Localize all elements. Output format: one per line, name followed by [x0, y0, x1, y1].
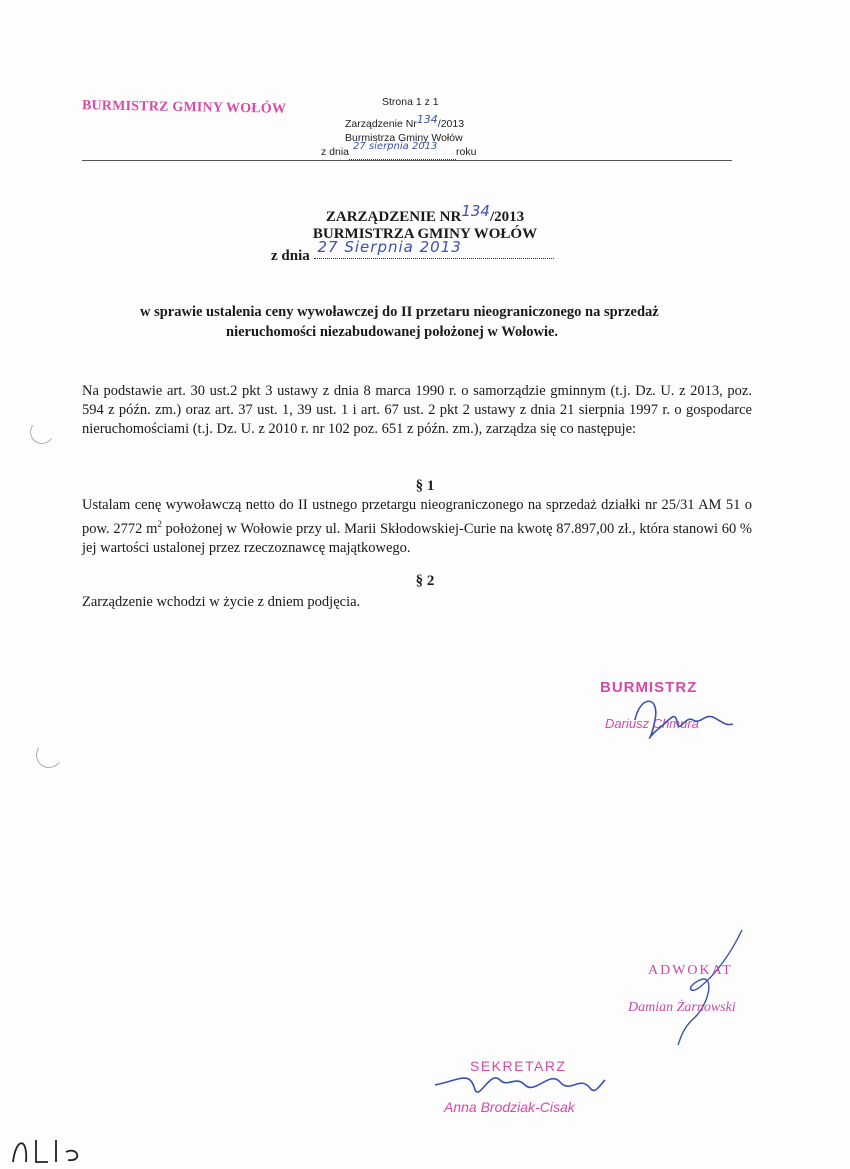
header-ordinance [345, 113, 465, 130]
lawyer-stamp-name: Damian Żarnowski [628, 1000, 736, 1015]
title-prefix: ZARZĄDZENIE NR [325, 209, 462, 225]
preamble: Na podstawie art. 30 ust.2 pkt 3 ustawy z dnia 8 marca 1990 r. o samorządzie gminnym (t.j. Dz. U. z 2013, poz. 594 z późn. zm.) oraz art. 37 ust. 1, 39 ust. 1 i art. 67 ust. 2 pkt 2 ustawy z dnia 21 sierpnia 1997 r. o gospodarce nieruchomościami (t.j. Dz. U. z 2010 r. nr 102 poz. 651 z późn. zm.), zarządza się co następuje: [82, 383, 752, 437]
header-divider [82, 160, 732, 161]
scan-mark-lower [34, 740, 64, 770]
section-1-text [82, 496, 752, 558]
section-2-heading: § 2 [415, 573, 435, 589]
section-2-text: Zarządzenie wchodzi w życie z dniem podjęcia. [82, 594, 361, 610]
lawyer-signature [660, 925, 760, 1050]
document-issuer: BURMISTRZA GMINY WOŁÓW [312, 226, 538, 242]
document-date-handwritten: 27 Sierpnia 2013 [317, 238, 462, 256]
header-ordinance-prefix: Zarządzenie Nr [345, 118, 417, 130]
page-indicator: Strona 1 z 1 [382, 96, 439, 108]
header-ordinance-number: 134 [416, 113, 438, 126]
secretary-stamp-name: Anna Brodziak-Cisak [444, 1099, 575, 1115]
document-date-fill [314, 238, 554, 259]
subject-line-1: w sprawie ustalenia ceny wywoławczej do II przetaru nieograniczonego na sprzedaż [140, 304, 659, 320]
bottom-corner-scribble [8, 1132, 98, 1167]
header-date-fill [349, 141, 456, 160]
document-title [0, 202, 850, 226]
header-issuer: Burmistrza Gminy Wołów [345, 132, 463, 144]
title-year: /2013 [489, 209, 525, 225]
header-ordinance-year: /2013 [437, 118, 465, 130]
header-date-handwritten: 27 sierpnia 2013 [353, 141, 438, 152]
section-1-superscript: 2 [157, 519, 162, 529]
document-date-prefix: z dnia [271, 248, 310, 264]
header-date-suffix: roku [456, 146, 477, 158]
lawyer-stamp-title: ADWOKAT [648, 963, 733, 978]
mayor-stamp-title: BURMISTRZ [600, 679, 698, 696]
header-date [321, 141, 477, 161]
subject-line-2: nieruchomości niezabudowanej położonej w Wołowie. [226, 324, 559, 340]
mayor-stamp-name: Dariusz Chmura [605, 716, 699, 731]
secretary-stamp-title: SEKRETARZ [470, 1058, 567, 1074]
section-1-text-b: położonej w Wołowie przy ul. Marii Skłodowskiej-Curie na kwotę 87.897,00 zł., która stanowi 60 % jej wartości ustalonej przez rzeczoznawcę majątkowego. [82, 520, 752, 556]
section-1-text-a: Ustalam cenę wywoławczą netto do II ustnego przetargu nieograniczonego na sprzedaż działki nr 25/31 AM 51 o pow. 2772 m [82, 497, 752, 537]
header-date-prefix: z dnia [321, 146, 350, 158]
section-1-heading: § 1 [415, 478, 435, 494]
document-subject [140, 302, 760, 342]
title-number-handwritten: 134 [461, 202, 490, 220]
mayor-signature [615, 690, 745, 750]
stamp-burmistrz-gminy: BURMISTRZ GMINY WOŁÓW [81, 98, 287, 117]
document-date [271, 238, 554, 265]
scan-mark-upper [28, 418, 56, 446]
